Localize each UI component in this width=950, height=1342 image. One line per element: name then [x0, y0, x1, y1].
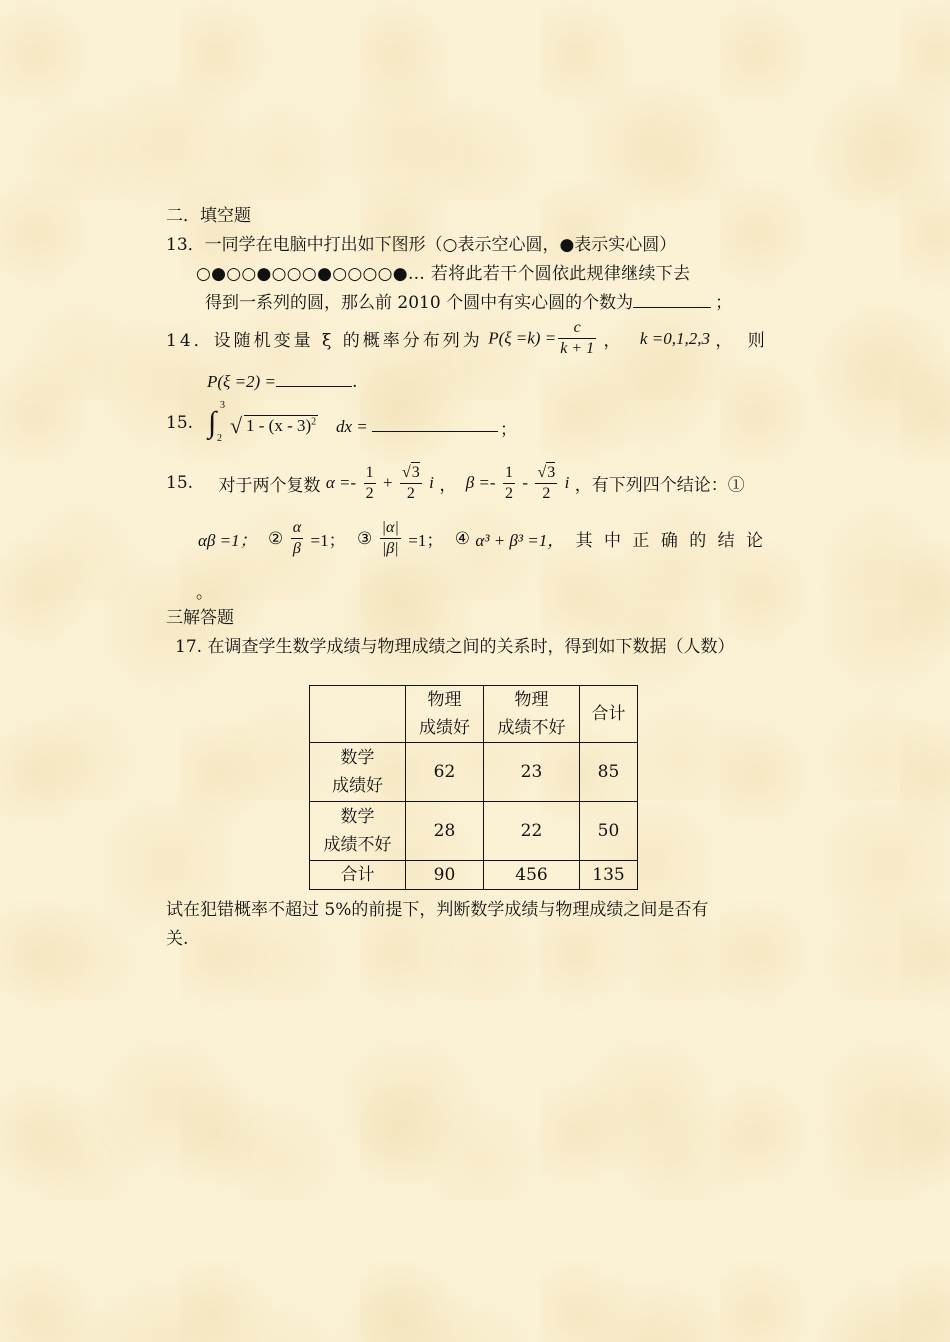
q13-tail: ；	[715, 293, 733, 313]
table-row	[310, 743, 638, 802]
section-title-answer: 三解答题	[166, 608, 234, 628]
frac-num: 1	[364, 463, 376, 484]
q15a-radicand-text: 1 - (x - 3)	[246, 416, 312, 435]
integral-sign: ∫	[208, 406, 217, 439]
q17-data-table	[309, 685, 638, 890]
q15b-beta-i: i	[564, 473, 570, 492]
table-cell: 数学 成绩好	[310, 743, 406, 802]
frac-num: 1	[503, 463, 515, 484]
table-cell: 90	[406, 861, 484, 890]
q17-after-line2: 关.	[166, 929, 189, 949]
frac-num: α	[291, 518, 303, 539]
q14-then: 则	[747, 331, 765, 351]
frac-den: 2	[542, 485, 551, 502]
q14-line2	[207, 372, 357, 392]
q15b-c4-mark: ④	[454, 528, 471, 549]
integral-lower-limit: 2	[217, 433, 222, 444]
q15a-dx: dx =	[336, 417, 368, 436]
q15b-c1: αβ =1；	[198, 531, 257, 550]
q15b-beta-lhs: β =-	[465, 473, 496, 492]
table-cell: 62	[406, 743, 484, 802]
q15a-radicand	[244, 415, 318, 436]
q15a-number: 15.	[166, 413, 194, 433]
q15b-conclusion: 其 中 正 确 的 结 论	[575, 531, 767, 551]
q15b-intro: 对于两个复数	[218, 475, 321, 496]
table-row	[310, 861, 638, 890]
q15b-c3-tail: =1；	[408, 531, 444, 550]
table-cell: 456	[484, 861, 580, 890]
q15b-beta-sqrt3-frac: $\frac{√3}{2}$	[537, 464, 556, 502]
q15b-line1	[166, 462, 745, 504]
table-cell: 合计	[580, 686, 638, 743]
section-title-fill-in: 二．填空题	[166, 206, 251, 226]
q14-frac-den: k + 1	[560, 340, 595, 357]
q15b-c2-tail: =1；	[310, 531, 346, 550]
table-cell: 物理 成绩不好	[484, 686, 580, 743]
q13-line2: ○●○○●○○○●○○○○●… 若将此若干个圆依此规律继续下去	[196, 264, 691, 284]
q14-fraction	[558, 318, 596, 359]
q14-answer-blank[interactable]	[276, 372, 352, 387]
table-cell: 23	[484, 743, 580, 802]
frac-den: |β|	[381, 540, 399, 557]
q15b-has: ，有下列四个结论：①	[574, 475, 745, 496]
table-cell: 85	[580, 743, 638, 802]
q15b-alpha-lhs: α =-	[325, 473, 357, 492]
q15b-c2-frac	[291, 518, 303, 559]
q15a-tail: ；	[500, 420, 517, 440]
q15a-exponent: 2	[311, 416, 317, 428]
table-cell: 28	[406, 802, 484, 861]
q15b-c3-frac	[380, 518, 401, 559]
q14-frac-num: c	[558, 318, 596, 339]
q15a-integral	[208, 400, 517, 448]
sqrt-radicand: 3	[547, 464, 556, 481]
q15b-alpha-i: i	[429, 473, 434, 492]
q14-line2-lhs: P(ξ =2) =	[207, 372, 276, 391]
table-row	[310, 686, 638, 743]
sqrt-icon: √	[230, 413, 243, 438]
frac-num: |α|	[380, 518, 401, 539]
q15b-beta-half	[503, 463, 515, 504]
table-cell: 合计	[310, 861, 406, 890]
q15b-c2-mark: ②	[268, 528, 284, 549]
q14-k-values: k =0,1,2,3	[639, 328, 710, 348]
q14-prefix: 14．设随机变量 ξ 的概率分布列为	[166, 331, 483, 351]
table-cell: 物理 成绩好	[406, 686, 484, 743]
q15b-minus: -	[522, 473, 529, 492]
q15b-line2	[198, 518, 766, 559]
q14-line2-tail: .	[351, 372, 358, 392]
table-cell: 50	[580, 802, 638, 861]
q13-answer-blank[interactable]	[633, 293, 711, 308]
q13-line3	[205, 288, 732, 313]
table-cell: 135	[580, 861, 638, 890]
q17-after-line1: 试在犯错概率不超过 5%的前提下，判断数学成绩与物理成绩之间是否有	[166, 900, 709, 920]
sqrt-radicand: 3	[411, 464, 420, 481]
q14-formula-lhs: P(ξ =k) =	[488, 328, 557, 348]
frac-den: 2	[406, 485, 415, 502]
q15b-end: 。	[196, 583, 213, 603]
q13-line1: 13．一同学在电脑中打出如下图形（○表示空心圆，●表示实心圆）	[166, 235, 677, 255]
q15b-plus: +	[382, 473, 393, 492]
q15b-c3-mark: ③	[357, 528, 373, 549]
table-cell	[310, 686, 406, 743]
q14-line1: 14．设随机变量 ξ 的概率分布列为 P(ξ =k) = $\frac{c}{k + 1}$ ， k =0,1,2,3 ， 则	[166, 319, 765, 357]
frac-den: 2	[504, 484, 513, 502]
table-cell: 22	[484, 802, 580, 861]
frac-den: β	[292, 540, 301, 557]
q15b-alpha-half	[364, 463, 376, 504]
table-row	[310, 802, 638, 861]
separator: ，	[439, 475, 457, 496]
q15b-alpha-sqrt3-frac: $\frac{√3}{2}$	[401, 464, 420, 502]
q15b-number: 15.	[166, 473, 194, 493]
q15b-c4: α³ + β³ =1，	[475, 531, 565, 550]
q17-text: 17. 在调查学生数学成绩与物理成绩之间的关系时，得到如下数据（人数）	[175, 637, 735, 657]
frac-den: 2	[365, 484, 374, 502]
table-cell: 数学 成绩不好	[310, 802, 406, 861]
q13-line3-text: 得到一系列的圆，那么前 2010 个圆中有实心圆的个数为	[205, 293, 634, 313]
q15a-answer-blank[interactable]	[372, 417, 498, 432]
integral-upper-limit: 3	[220, 400, 225, 411]
